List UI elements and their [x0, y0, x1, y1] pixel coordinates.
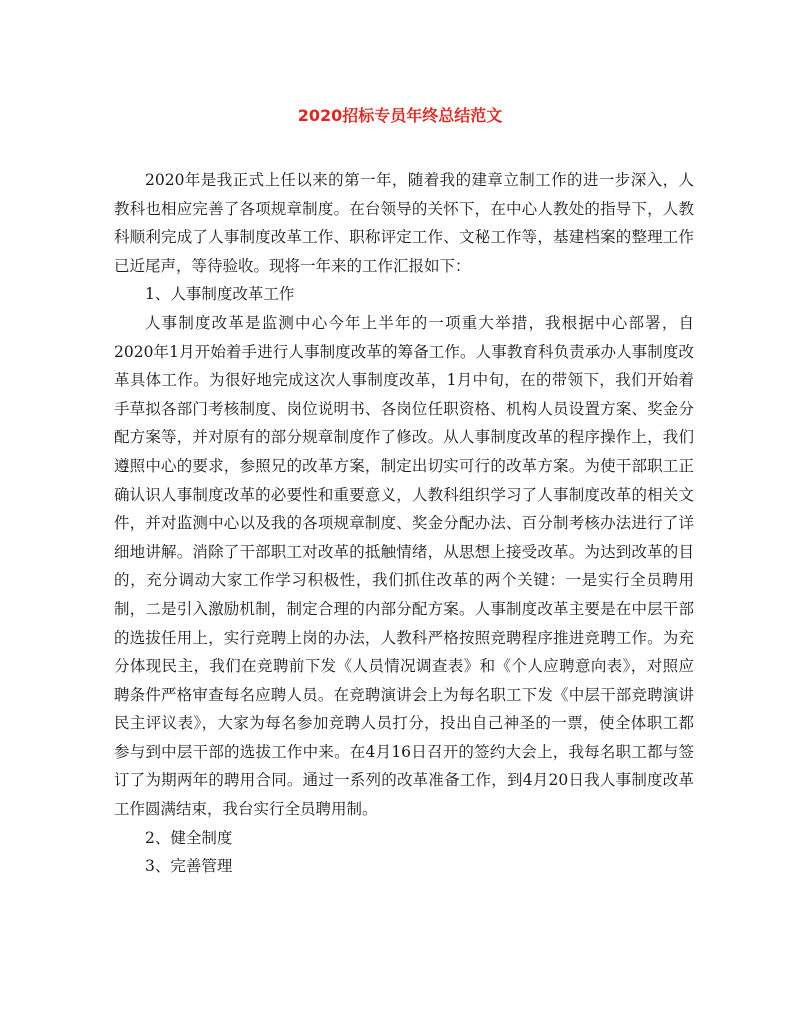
document-title: 2020招标专员年终总结范文	[297, 106, 503, 125]
section-heading-3: 3、完善管理	[145, 857, 233, 876]
paragraph-reform: 人事制度改革是监测中心今年上半年的一项重大举措，我根据中心部署，自2020年1月开始着手进行人事制度改革的筹备工作。人事教育科负责承办人事制度改革具体工作。为很好地完成这次人事制度改革，1月中旬，在的带领下，我们开始着手草拟各部门考核制度、岗位说明书、各岗位任职资格、机构人员设置方案、奖金分配方案等，并对原有的部分规章制度作了修改。从人事制度改革的程序操作上，我们遵照中心的要求，参照兄的改革方案，制定出切实可行的改革方案。为使干部职工正确认识人事制度改革的必要性和重要意义，人教科组织学习了人事制度改革的相关文件，并对监测中心以及我的各项规章制度、奖金分配办法、百分制考核办法进行了详细地讲解。消除了干部职工对改革的抵触情绪，从思想上接受改革。为达到改革的目的，充分调动大家工作学习积极性，我们抓住改革的两个关键：一是实行全员聘用制，二是引入激励机制，制定合理的内部分配方案。人事制度改革主要是在中层干部的选拔任用上，实行竞聘上岗的办法，人教科严格按照竞聘程序推进竞聘工作。为充分体现民主，我们在竞聘前下发《人员情况调查表》和《个人应聘意向表》，对照应聘条件严格审查每名应聘人员。在竞聘演讲会上为每名职工下发《中层干部竞聘演讲民主评议表》，大家为每名参加竞聘人员打分，投出自己神圣的一票，使全体职工都参与到中层干部的选拔工作中来。在4月16日召开的签约大会上，我每名职工都与签订了为期两年的聘用合同。通过一系列的改革准备工作，到4月20日我人事制度改革工作圆满结束，我台实行全员聘用制。	[114, 313, 694, 819]
document-body	[114, 166, 694, 881]
paragraph-intro: 2020年是我正式上任以来的第一年，随着我的建章立制工作的进一步深入，人教科也相应完善了各项规章制度。在台领导的关怀下，在中心人教处的指导下，人教科顺利完成了人事制度改革工作、职称评定工作、文秘工作等，基建档案的整理工作已近尾声，等待验收。现将一年来的工作汇报如下：	[114, 171, 694, 275]
section-heading-2: 2、健全制度	[145, 828, 233, 847]
section-heading-1: 1、人事制度改革工作	[145, 285, 295, 304]
